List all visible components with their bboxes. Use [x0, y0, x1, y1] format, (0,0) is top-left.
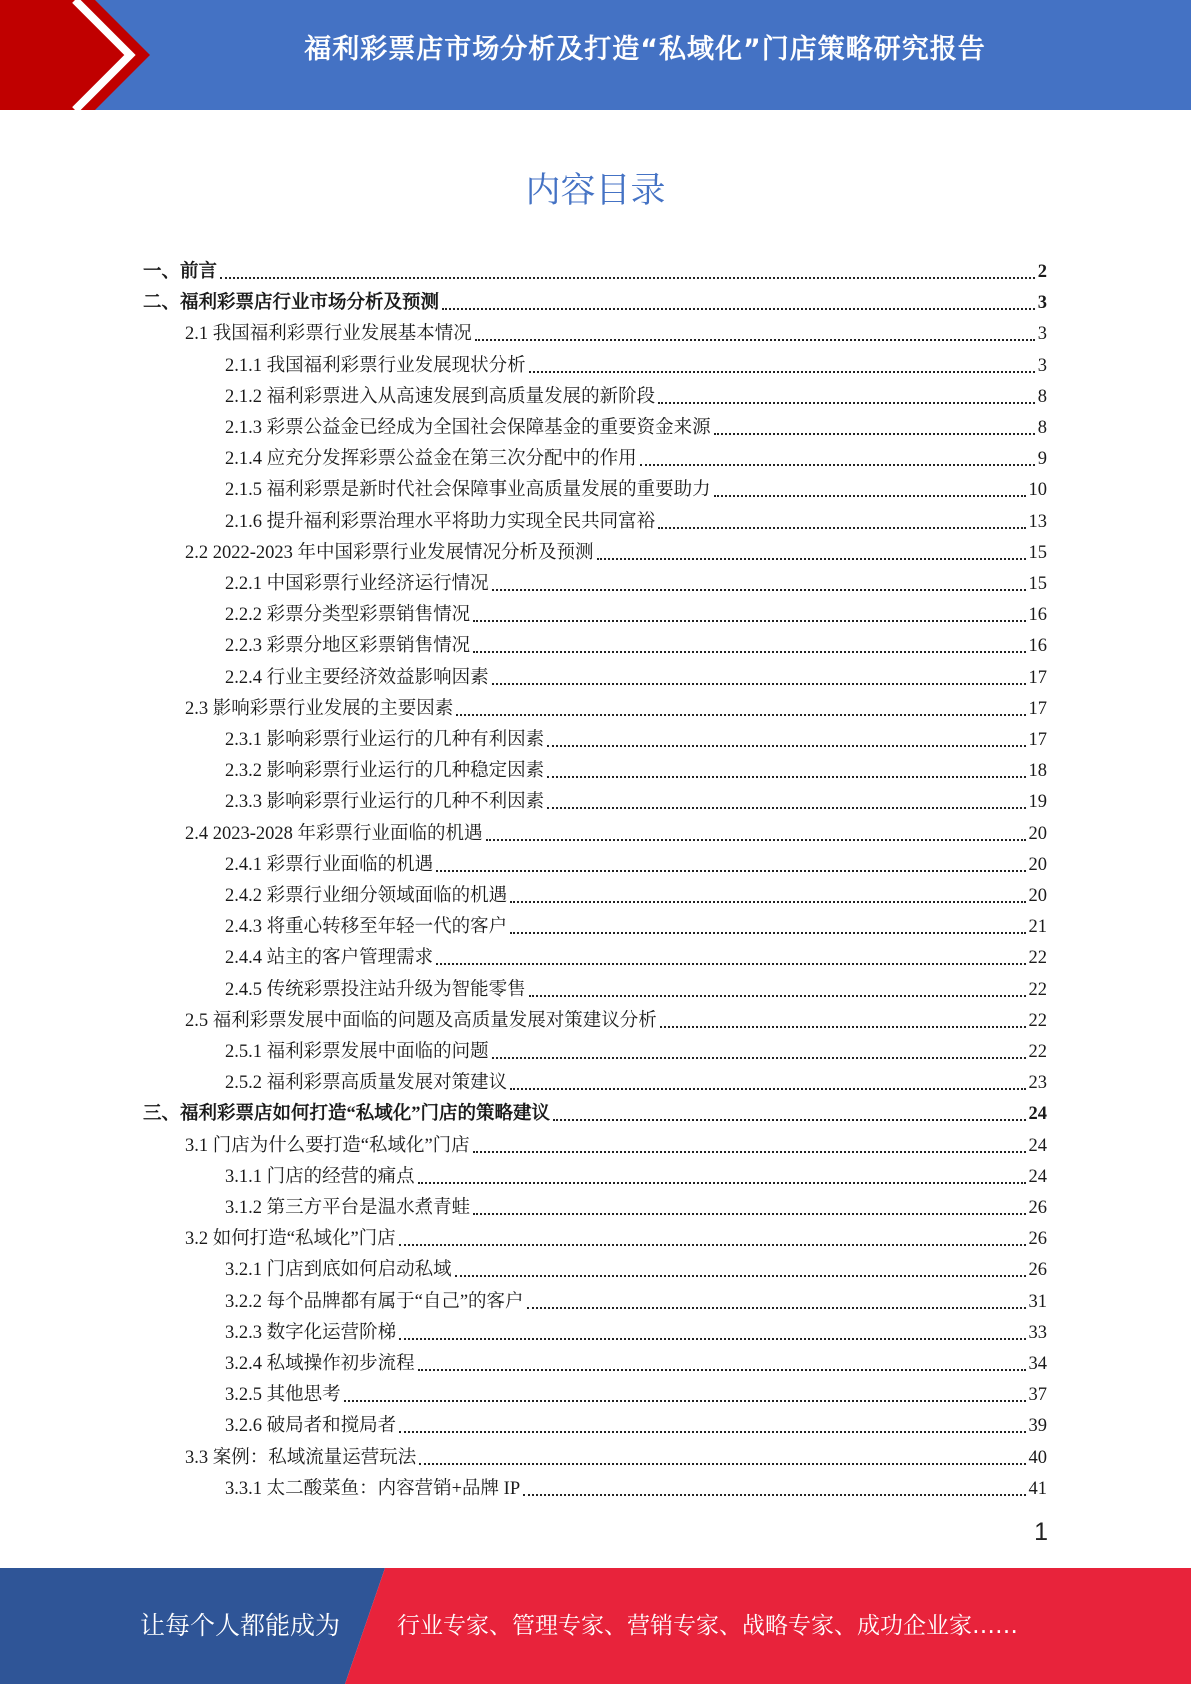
toc-leader-dots — [399, 1243, 1026, 1246]
toc-entry[interactable] — [225, 1407, 1047, 1438]
toc-entry-page: 20 — [1028, 854, 1047, 875]
toc-entry-page: 21 — [1028, 917, 1047, 938]
toc-entry[interactable] — [225, 971, 1047, 1002]
toc-leader-dots — [492, 682, 1026, 685]
toc-entry[interactable] — [225, 659, 1047, 690]
toc-entry-page: 3 — [1037, 293, 1047, 314]
toc-entry[interactable] — [225, 440, 1047, 471]
toc-entry-page: 8 — [1037, 386, 1047, 407]
toc-entry-page: 24 — [1028, 1135, 1047, 1156]
toc-entry-page: 19 — [1028, 792, 1047, 813]
toc-entry-page: 3 — [1037, 355, 1047, 376]
toc-entry-title: 3.3 案例：私域流量运营玩法 — [185, 1447, 417, 1468]
toc-entry-title: 2.3.1 影响彩票行业运行的几种有利因素 — [225, 730, 545, 750]
toc-entry-title: 2.4.3 将重心转移至年轻一代的客户 — [225, 917, 508, 938]
toc-entry-title: 2.4.5 传统彩票投注站升级为智能零售 — [225, 979, 526, 1000]
toc-leader-dots — [399, 1430, 1025, 1433]
toc-entry[interactable] — [225, 846, 1047, 877]
toc-entry-page: 22 — [1028, 979, 1047, 1000]
toc-heading: 内容目录 — [525, 171, 666, 211]
toc-entry-title: 2.2.1 中国彩票行业经济运行情况 — [225, 574, 489, 594]
toc-entry[interactable] — [143, 1095, 1047, 1126]
toc-entry-title: 3.2.5 其他思考 — [225, 1385, 341, 1406]
toc-entry-title: 2.4.1 彩票行业面临的机遇 — [225, 854, 434, 875]
toc-leader-dots — [399, 1337, 1025, 1340]
toc-entry-title: 3.1 门店为什么要打造“私域化”门店 — [185, 1135, 470, 1156]
toc-entry[interactable] — [185, 315, 1047, 346]
toc-entry-title: 3.1.2 第三方平台是温水煮青蛙 — [225, 1198, 471, 1218]
toc-entry[interactable] — [225, 752, 1047, 783]
toc-entry[interactable] — [225, 1470, 1047, 1501]
toc-entry-page: 26 — [1028, 1198, 1047, 1218]
toc-entry[interactable] — [225, 503, 1047, 534]
toc-entry-page: 2 — [1037, 262, 1047, 282]
toc-entry-page: 41 — [1028, 1478, 1047, 1499]
toc-entry-title: 3.1.1 门店的经营的痛点 — [225, 1166, 415, 1187]
toc-entry[interactable] — [185, 1127, 1047, 1158]
toc-leader-dots — [436, 869, 1025, 872]
toc-entry-title: 2.3.3 影响彩票行业运行的几种不利因素 — [225, 792, 545, 813]
toc-leader-dots — [473, 619, 1025, 622]
toc-entry-page: 24 — [1028, 1104, 1047, 1125]
toc-leader-dots — [547, 775, 1025, 778]
toc-leader-dots — [510, 1087, 1025, 1090]
toc-entry-title: 3.3.1 太二酸菜鱼：内容营销+品牌 IP — [225, 1478, 521, 1499]
toc-leader-dots — [529, 370, 1035, 373]
toc-entry[interactable] — [225, 471, 1047, 502]
toc-entry[interactable] — [225, 1376, 1047, 1407]
toc-entry-title: 2.3.2 影响彩票行业运行的几种稳定因素 — [225, 761, 545, 782]
toc-entry-page: 22 — [1028, 948, 1047, 969]
toc-entry[interactable] — [185, 534, 1047, 565]
toc-leader-dots — [658, 526, 1025, 529]
toc-entry[interactable] — [143, 253, 1047, 284]
toc-leader-dots — [510, 931, 1025, 934]
toc-entry-title: 3.2.6 破局者和搅局者 — [225, 1416, 397, 1437]
toc-leader-dots — [658, 401, 1035, 404]
toc-entry-title: 2.2.3 彩票分地区彩票销售情况 — [225, 636, 471, 657]
toc-entry-page: 15 — [1028, 574, 1047, 594]
toc-entry[interactable] — [185, 815, 1047, 846]
toc-entry-page: 22 — [1028, 1010, 1047, 1031]
toc-entry-page: 20 — [1028, 886, 1047, 906]
toc-entry-title: 2.1.3 彩票公益金已经成为全国社会保障基金的重要资金来源 — [225, 418, 711, 438]
toc-entry[interactable] — [225, 939, 1047, 970]
toc-entry-page: 39 — [1028, 1416, 1047, 1437]
footer-slogan-left: 让每个人都能成为 — [140, 1611, 341, 1640]
toc-entry-page: 37 — [1028, 1385, 1047, 1406]
toc-entry-page: 10 — [1028, 480, 1047, 501]
toc-entry-title: 2.3 影响彩票行业发展的主要因素 — [185, 698, 454, 719]
toc-entry[interactable] — [225, 1158, 1047, 1189]
toc-entry-title: 一、前言 — [143, 262, 218, 282]
toc-leader-dots — [547, 806, 1025, 809]
toc-entry-title: 2.2.4 行业主要经济效益影响因素 — [225, 667, 489, 688]
toc-leader-dots — [492, 1056, 1026, 1059]
toc-entry[interactable] — [225, 596, 1047, 627]
toc-entry[interactable] — [225, 1314, 1047, 1345]
toc-leader-dots — [418, 1368, 1026, 1371]
toc-entry-title: 2.1 我国福利彩票行业发展基本情况 — [185, 324, 472, 345]
toc-entry[interactable] — [225, 1345, 1047, 1376]
toc-entry-page: 17 — [1028, 730, 1047, 750]
toc-entry[interactable] — [185, 1439, 1047, 1470]
toc-leader-dots — [456, 713, 1025, 716]
toc-entry[interactable] — [225, 1251, 1047, 1282]
toc-entry[interactable] — [225, 877, 1047, 908]
toc-entry-page: 26 — [1028, 1229, 1047, 1250]
toc-entry-title: 2.2.2 彩票分类型彩票销售情况 — [225, 605, 471, 626]
toc-entry-title: 2.4 2023-2028 年彩票行业面临的机遇 — [185, 823, 483, 844]
toc-leader-dots — [553, 1118, 1025, 1121]
toc-entry-page: 31 — [1028, 1291, 1047, 1312]
toc-entry-page: 16 — [1028, 605, 1047, 626]
toc-entry-title: 三、福利彩票店如何打造“私域化”门店的策略建议 — [143, 1104, 551, 1125]
toc-entry-title: 2.1.2 福利彩票进入从高速发展到高质量发展的新阶段 — [225, 386, 656, 407]
toc-entry-title: 2.5 福利彩票发展中面临的问题及高质量发展对策建议分析 — [185, 1010, 657, 1031]
toc-entry-title: 2.1.4 应充分发挥彩票公益金在第三次分配中的作用 — [225, 449, 637, 470]
toc-entry-page: 24 — [1028, 1166, 1047, 1187]
toc-entry[interactable] — [225, 347, 1047, 378]
toc-leader-dots — [492, 588, 1026, 591]
toc-leader-dots — [419, 1462, 1025, 1465]
toc-entry-page: 15 — [1028, 542, 1047, 563]
toc-leader-dots — [475, 338, 1035, 341]
toc-leader-dots — [714, 494, 1026, 497]
toc-entry-page: 13 — [1028, 511, 1047, 532]
toc-entry-page: 16 — [1028, 636, 1047, 657]
toc-leader-dots — [714, 432, 1035, 435]
toc-leader-dots — [473, 1212, 1025, 1215]
toc-entry-page: 26 — [1028, 1260, 1047, 1281]
toc-leader-dots — [640, 463, 1035, 466]
toc-entry-title: 2.1.5 福利彩票是新时代社会保障事业高质量发展的重要助力 — [225, 480, 711, 501]
toc-entry[interactable] — [225, 378, 1047, 409]
toc-leader-dots — [660, 1025, 1026, 1028]
report-title: 福利彩票店市场分析及打造“私域化”门店策略研究报告 — [304, 34, 986, 65]
toc-entry-page: 34 — [1028, 1354, 1047, 1374]
page-header — [0, 0, 1191, 110]
toc-entry[interactable] — [225, 1189, 1047, 1220]
toc-entry-page: 33 — [1028, 1322, 1047, 1343]
toc-entry[interactable] — [185, 1220, 1047, 1251]
toc-leader-dots — [418, 1181, 1026, 1184]
toc-entry[interactable] — [225, 1064, 1047, 1095]
toc-leader-dots — [436, 962, 1025, 965]
toc-entry[interactable] — [225, 627, 1047, 658]
toc-entry-page: 22 — [1028, 1042, 1047, 1062]
toc-entry-title: 2.5.2 福利彩票高质量发展对策建议 — [225, 1073, 508, 1094]
toc-leader-dots — [486, 838, 1026, 841]
toc-leader-dots — [529, 994, 1026, 997]
toc-leader-dots — [597, 557, 1026, 560]
toc-entry-page: 9 — [1037, 449, 1047, 470]
toc-entry[interactable] — [185, 690, 1047, 721]
toc-entry[interactable] — [225, 721, 1047, 752]
toc-entry-page: 20 — [1028, 823, 1047, 844]
toc-leader-dots — [523, 1493, 1025, 1496]
toc-leader-dots — [220, 276, 1035, 279]
footer-slogan-right: 行业专家、管理专家、营销专家、战略专家、成功企业家…… — [397, 1613, 1018, 1639]
toc-entry-page: 17 — [1028, 698, 1047, 719]
toc-leader-dots — [473, 650, 1025, 653]
toc-entry-title: 2.1.1 我国福利彩票行业发展现状分析 — [225, 355, 526, 376]
toc-leader-dots — [455, 1274, 1026, 1277]
toc-entry[interactable] — [225, 1033, 1047, 1064]
toc-entry[interactable] — [225, 783, 1047, 814]
toc-entry[interactable] — [225, 409, 1047, 440]
toc-leader-dots — [547, 744, 1025, 747]
toc-entry[interactable] — [225, 1283, 1047, 1314]
toc-leader-dots — [344, 1399, 1026, 1402]
toc-entry-title: 3.2.4 私域操作初步流程 — [225, 1354, 415, 1374]
toc-entry-title: 2.5.1 福利彩票发展中面临的问题 — [225, 1042, 489, 1062]
toc-entry-title: 3.2.2 每个品牌都有属于“自己”的客户 — [225, 1291, 524, 1312]
toc-entry[interactable] — [143, 284, 1047, 315]
toc-leader-dots — [442, 307, 1035, 310]
toc-entry-page: 17 — [1028, 667, 1047, 688]
toc-entry-title: 3.2.3 数字化运营阶梯 — [225, 1322, 397, 1343]
toc-entry-title: 3.2 如何打造“私域化”门店 — [185, 1229, 396, 1250]
toc-leader-dots — [527, 1306, 1026, 1309]
toc-entry[interactable] — [225, 565, 1047, 596]
toc-entry-title: 2.2 2022-2023 年中国彩票行业发展情况分析及预测 — [185, 542, 594, 563]
toc-entry[interactable] — [225, 908, 1047, 939]
toc-entry[interactable] — [185, 1002, 1047, 1033]
toc-leader-dots — [473, 1150, 1026, 1153]
toc-entry-page: 18 — [1028, 761, 1047, 782]
toc-entry-page: 23 — [1028, 1073, 1047, 1094]
toc-entry-page: 8 — [1037, 418, 1047, 438]
page-footer — [0, 1568, 1191, 1684]
toc-entry-page: 3 — [1037, 324, 1047, 345]
toc-entry-page: 40 — [1028, 1447, 1047, 1468]
page-number: 1 — [1034, 1518, 1048, 1546]
toc-entry-title: 二、福利彩票店行业市场分析及预测 — [143, 293, 440, 314]
toc-entry-title: 2.4.2 彩票行业细分领域面临的机遇 — [225, 886, 508, 906]
toc-leader-dots — [510, 900, 1025, 903]
toc-entry-title: 2.4.4 站主的客户管理需求 — [225, 948, 434, 969]
toc-entry-title: 2.1.6 提升福利彩票治理水平将助力实现全民共同富裕 — [225, 511, 656, 532]
toc-entry-title: 3.2.1 门店到底如何启动私域 — [225, 1260, 452, 1281]
